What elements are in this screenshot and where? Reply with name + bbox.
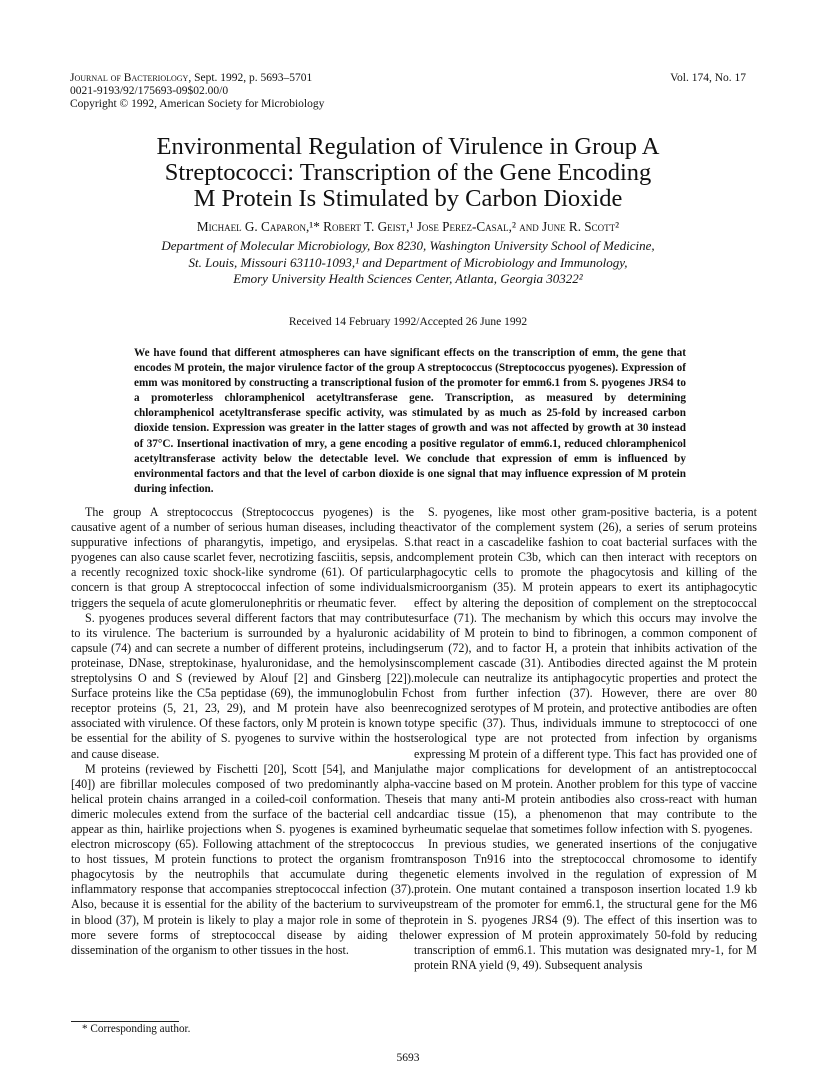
footnote-rule: [71, 1021, 179, 1022]
issn-line: 0021-9193/92/175693-09$02.00/0: [70, 85, 229, 97]
title-line-2: Streptococci: Transcription of the Gene Encoding: [164, 159, 652, 186]
journal-citation-line: [70, 72, 324, 85]
page-number: 5693: [396, 1052, 420, 1064]
body-paragraph: S. pyogenes, like most other gram-positive bacteria, is a potent activator of the complement system (26), a series of serum proteins that react in a cascadelike fashion to coat bacterial surfaces with the complement protein C3b, which can then interact with receptors on phagocytic cells to promote the phagocytosis and killing of the microorganism (35). M protein appears to exert its antiphagocytic effect by altering the deposition of complement on the streptococcal surface (71). The mechanism by which this occurs may involve the ability of M protein to bind to fibrinogen, a common component of serum (72), and to factor H, a protein that inhibits activation of the complement cascade (31). Antibodies directed against the M protein molecule can neutralize its antiphagocytic properties and protect the host from further infection (37). However, there are over 80 recognized serotypes of M protein, and protective antibodies are often type specific (37). Thus, individuals immune to streptococci of one serological type are not protected from infection by organisms expressing M protein of a different type. This fact has provided one of the major complications for development of an antistreptococcal vaccine based on M protein. Another problem for this type of vaccine is that many anti-M protein antibodies also cross-react with human cardiac tissue (15), a phenomenon that may contribute to the rheumatic sequelae that sometimes follow infection with S. pyogenes.: [414, 505, 757, 836]
body-paragraph: M proteins (reviewed by Fischetti [20], Scott [54], and Manjula [40]) are fibrillar molecules composed of two predominantly alpha-helical protein chains arranged in a coiled-coil conformation. These dimeric molecules extend from the surface of the bacterial cell and appear as thin, hairlike projections when S. pyogenes is examined by electron microscopy (65). Following attachment of the streptococcus to host tissues, M protein functions to protect the organism from phagocytosis by the neutrophils that accumulate during the inflammatory response that accompanies streptococcal infection (37). Also, because it is essential for the ability of the bacterium to survive in blood (37), M protein is likely to play a major role in some of the more severe forms of streptococcal disease by aiding the dissemination of the organism to other tissues in the host.: [71, 761, 414, 957]
affiliation-line-1: Department of Molecular Microbiology, Box 8230, Washington University School of Medicine,: [161, 238, 655, 253]
body-paragraph: S. pyogenes produces several different factors that may contribute to its virulence. The bacterium is surrounded by a hyaluronic acid capsule (74) and can secrete a number of different proteins, including proteinase, DNase, streptokinase, hyaluronidase, and the hemolysins streptolysins O and S (reviewed by Alouf [2] and Ginsberg [22]). Surface proteins like the C5a peptidase (69), the immunoglobulin Fc receptor proteins (5, 21, 23, 29), and M protein have also been associated with virulence. Of these factors, only M protein is known to be essential for the ability of S. pyogenes to survive within the host and cause disease.: [71, 610, 414, 761]
body-paragraph: The group A streptococcus (Streptococcus pyogenes) is the causative agent of a number of serious human diseases, including the suppurative infections of pharangytis, impetigo, and erysipelas. S. pyogenes can also cause scarlet fever, necrotizing fasciitis, sepsis, and a recently recognized toxic shock-like syndrome (61). Of particular concern is that group A streptococcal infection of some individuals triggers the sequela of acute glomerulonephritis or rheumatic fever.: [71, 505, 414, 610]
affiliation-line-2: St. Louis, Missouri 63110-1093,¹ and Department of Microbiology and Immunology,: [188, 254, 628, 270]
title-line-1: Environmental Regulation of Virulence in Group A: [156, 133, 660, 160]
author-list: Michael G. Caparon,¹* Robert T. Geist,¹ Jose Perez-Casal,² and June R. Scott²: [196, 219, 620, 234]
article-title: [60, 134, 756, 212]
journal-header: [70, 72, 324, 111]
footnote: * Corresponding author.: [82, 1023, 191, 1035]
affiliation-line-3: Emory University Health Sciences Center, Atlanta, Georgia 30322²: [233, 271, 583, 286]
body-column-right: [414, 505, 757, 973]
volume-label: Vol. 174, No. 17: [670, 72, 746, 84]
journal-name: Journal of Bacteriology: [70, 72, 189, 84]
copyright-line: Copyright © 1992, American Society for Microbiology: [70, 98, 325, 110]
body-column-left: [71, 505, 414, 958]
journal-citation: , Sept. 1992, p. 5693–5701: [188, 72, 313, 84]
affiliations: [60, 238, 756, 288]
title-line-3: M Protein Is Stimulated by Carbon Dioxide: [193, 185, 623, 212]
body-paragraph: In previous studies, we generated insertions of the conjugative transposon Tn916 into the streptococcal chromosome to identify genetic elements involved in the regulation of expression of M protein. One mutant contained a transposon insertion located 1.9 kb upstream of the promoter for emm6.1, the structural gene for the M6 protein in S. pyogenes JRS4 (9). The effect of this insertion was to lower expression of M protein approximately 50-fold by reducing transcription of emm6.1. This mutation was designated mry-1, for M protein RNA yield (9, 49). Subsequent analysis: [414, 837, 757, 972]
received-dates: Received 14 February 1992/Accepted 26 June 1992: [288, 316, 528, 328]
abstract: We have found that different atmospheres can have significant effects on the transcription of emm, the gene that encodes M protein, the major virulence factor of the group A streptococcus (Streptococcus pyogenes). Expression of emm was monitored by constructing a transcriptional fusion of the promoter for emm6.1 from S. pyogenes JRS4 to a promoterless chloramphenicol acetyltransferase gene. Transcription, as measured by determining chloramphenicol acetyltransferase specific activity, was stimulated by as much as 25-fold by increased carbon dioxide tension. Expression was greater in the latter stages of growth and was not affected by growth at 30 instead of 37°C. Insertional inactivation of mry, a gene encoding a positive regulator of emm6.1, reduced chloramphenicol acetyltransferase activity below the detectable level. We conclude that expression of emm is influenced by environmental factors and that the level of carbon dioxide is one signal that may influence expression of M protein during infection.: [134, 347, 686, 495]
